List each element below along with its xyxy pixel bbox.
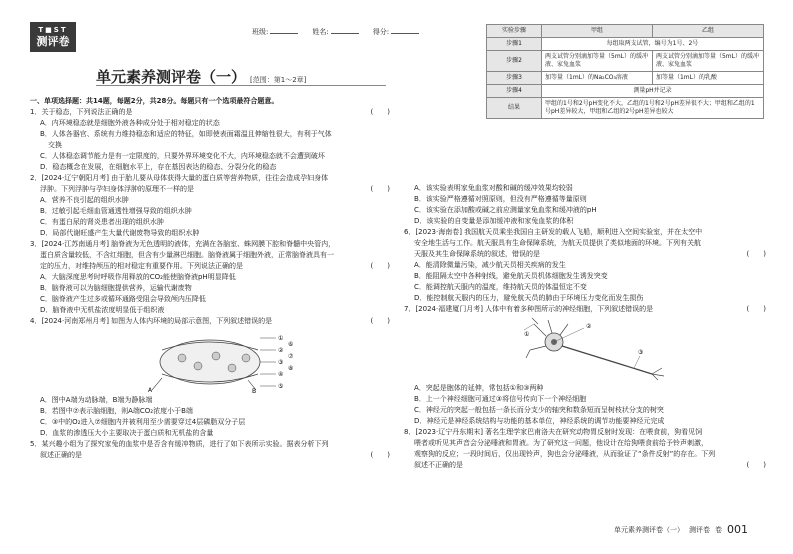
question-6: 6．[2023·海南卷] 我国航天员乘坐我国自主研发的载人飞船，顺利进入空间实验室，并在太空中 安全地生活与工作。航天服具有生命保障系统，为航天员提供了类似地面的环境。下列有关航 天服及其生命保障系统的叙述，错误的是 ( ) A．能清除微量污染，减少航天员相关疾病的发生 B．能阻隔太空中各种射线，避免航天员机体细胞发生诱发突变 C．能调控航天服内的温度，维持航天员的体温恒定不变 D．能控制航天服内的压力，避免航天员的肺由于环境压力变化而发生损伤 (404, 228, 766, 302)
neuron-diagram (524, 316, 674, 382)
logo-bottom: 测评卷 (36, 35, 70, 48)
title-main: 单元素养测评卷（一） (96, 68, 247, 86)
student-info-fields (252, 27, 419, 37)
table-row: 步骤2 两支试管分别滴加等量（5mL）的缓冲液、家兔血浆 两支试管分别滴加等量（5mL）的缓冲液、家兔血浆 (487, 51, 764, 72)
fig7-label-2: ② (586, 323, 592, 330)
title-range: [范围：第1～2章] (250, 76, 307, 84)
fig4-label-6: ⑥ (288, 341, 294, 348)
logo-top: T■ST (38, 26, 68, 34)
section-heading: 一、单项选择题：共14题，每题2分，共28分。每题只有一个选项最符合题意。 (30, 97, 279, 105)
page-number: 001 (727, 523, 748, 536)
fig4-label-2: ② (278, 347, 284, 354)
question-4: 4．[2024·河南郑州月考] 如图为人体内环境的局部示意图，下列叙述错误的是 ( ) ① ② ③ ④ ⑤ ⑥ ⑦ ⑧ A B A．图中A端为动脉端，B端为静脉端 B．若图中⑦表示脑细胞，则A端CO₂浓度小于B端 C．③中的O₂进入⑦细胞内并被利用至少需要穿过4层磷脂双分子层 D．血浆的渗透压大小主要取决于蛋白质和无机盐的含量 (30, 317, 390, 437)
fig4-label-7: ⑦ (288, 353, 294, 360)
question-5: 5．某兴趣小组为了探究家兔的血浆中是否含有缓冲物质，进行了如下表所示实验。据表分析下列 叙述正确的是 ( ) (30, 440, 390, 459)
fig4-label-5: ⑤ (278, 383, 284, 390)
question-5-options: A．该实验表明家兔血浆对酸和碱的缓冲效果均较弱 B．该实验严格遵循对照原则，但没有严格遵循等量原则 C．该实验在添加酸或碱之前应测量家兔血浆和缓冲液的pH D．该实验的自变量是添加缓冲液和家兔血浆的体积 (414, 184, 597, 225)
question-7: 7．[2024·福建厦门月考] 人体中有着多种图所示的神经细胞，下列叙述错误的是 ( ) ① ② ③ A．突起是胞体的延伸，常包括①和③两种 B．上一个神经细胞可通过③将信号传向下一个神经细胞 C．神经元的突起一般包括一条长而分支少的轴突和数条短而呈树枝状分支的树突 D．神经元是神经系统结构与功能的基本单位，神经系统的调节功能要神经元完成 (404, 305, 766, 425)
table-row: 结果 甲组的1号和2号pH变化不大，乙组的1号和2号pH差异很不大；甲组和乙组的1号pH差异较大，甲组和乙组的2号pH差异也较大 (487, 98, 764, 119)
neuron-figure (404, 315, 766, 383)
question-3: 3．[2024·江苏南通月考] 脑脊液为无色透明的液体，充满在各脑室、蛛网膜下腔和脊髓中央管内， 蛋白质含量较低，不含红细胞，但含有少量淋巴细胞。脑脊液属于细胞外液，正常脑脊液具有一 定的压力，对维持颅压的相对稳定有重要作用。下列说法正确的是 ( ) A．大脑深度思考时呼吸作用释放的CO₂能使脑脊液pH明显降低 B．脑脊液可以为脑细胞提供营养，运输代谢废物 C．脑脊液产生过多或循环通路受阻会导致颅内压降低 D．脑脊液中无机盐浓度明显低于组织液 (30, 240, 390, 314)
question-1: 1．关于稳态，下列说法正确的是 ( ) A．内环境稳态就是细胞外液各种成分处于相对稳定的状态 B．人体各器官、系统有力维持稳态和适应的特征，如即使表面霜温且伸缩性很大，有利于气体 交换 C．人体稳态调节能力是有一定限度的，只要外界环境变化不大，内环境稳态就不会遭到破坏 D．稳态概念在发展，在细胞水平上，存在基因表达的稳态、分裂分化的稳态 (30, 108, 390, 171)
footer-title: 单元素养测评卷（一） (614, 525, 684, 534)
fig4-label-3: ③ (278, 359, 284, 366)
table-header-row: 实验步骤 甲组 乙组 (487, 25, 764, 38)
question-8: 8．[2023·辽宁丹东期末] 著名生理学家巴甫洛夫在研究动物胃反射时发现：在喂食前，狗看见饲 喂者或听见其声音会分泌唾液和胃液。为了研究这一问题，他设计在给狗喂食前给予铃声刺激， 观察狗的反应；一段时间后，仅出现铃声，狗也会分泌唾液，从而验证了“条件反射”的存在。下列 叙述不正确的是 ( ) (404, 428, 766, 469)
fig4-label-4: ④ (278, 371, 284, 378)
footer-prefix: 卷 (715, 525, 722, 534)
capillary-diagram (148, 328, 298, 394)
fig7-label-1: ① (524, 331, 530, 338)
tissue-figure (30, 327, 390, 395)
test-logo (30, 22, 76, 52)
fig7-label-3: ③ (638, 349, 644, 356)
table-row: 步骤4 测量pH并记录 (487, 85, 764, 98)
table-row: 步骤1 每组取两支试管，编号为1号、2号 (487, 38, 764, 51)
experiment-table (486, 24, 764, 119)
fig4-label-a: A (148, 387, 153, 394)
name-field: 姓名: (312, 27, 358, 37)
left-column (30, 96, 390, 461)
title-divider (96, 85, 386, 86)
footer-kind: 测评卷 (689, 525, 710, 534)
score-field: 得分: (373, 27, 419, 37)
fig4-label-b: B (252, 388, 257, 394)
fig4-label-1: ① (278, 335, 284, 342)
page-title (96, 66, 386, 87)
question-2: 2．[2024·辽宁朝阳月考] 由于胎儿要从母体获得大量的蛋白质等营养物质，往往会造成孕妇身体 浮肿。下列浮肿与孕妇身体浮肿的原理不一样的是 ( ) A．营养不良引起的组织水肿 B．过敏引起毛细血管通透性增强导致的组织水肿 C．有蛋白尿的肾炎患者出现的组织水肿 D．局部代谢旺盛产生大量代谢废物导致的组织水肿 (30, 174, 390, 237)
table-row: 步骤3 加等量（1mL）的Na₂CO₃溶液 加等量（1mL）的乳酸 (487, 72, 764, 85)
class-field: 班级: (252, 27, 298, 37)
fig4-label-8: ⑧ (288, 365, 294, 372)
right-column (404, 183, 766, 471)
page-footer (614, 523, 748, 536)
